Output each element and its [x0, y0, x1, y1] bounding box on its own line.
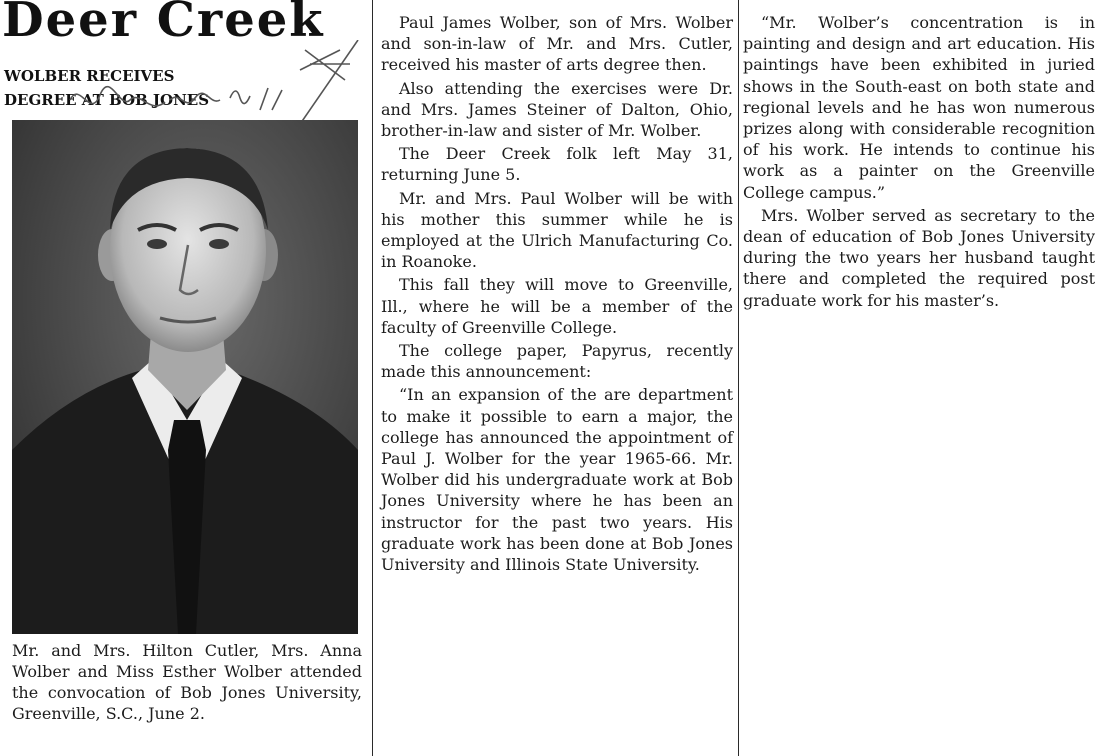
- middle-column: [372, 0, 738, 756]
- headline-line-1: WOLBER RECEIVES: [4, 67, 175, 85]
- paragraph: Mrs. Wolber served as secretary to the dean of education of Bob Jones University during the two years her husband taught there and completed the required post graduate work for his master’s.: [743, 205, 1095, 310]
- article-column-2: [381, 12, 733, 575]
- photo-caption: Mr. and Mrs. Hilton Cutler, Mrs. Anna Wolber and Miss Esther Wolber attended the convocation of Bob Jones University, Greenville, S.C., June 2.: [12, 641, 362, 723]
- paragraph: “In an expansion of the are department to make it possible to earn a major, the college has announced the appointment of Paul J. Wolber for the year 1965-66. Mr. Wolber did his undergraduate work at Bob Jones University where he has been an instructor for the past two years. His graduate work has been done at Bob Jones University and Illinois State University.: [381, 385, 733, 575]
- headline-line-2: DEGREE AT BOB JONES: [4, 91, 210, 109]
- left-column: [0, 0, 372, 756]
- portrait-image: [12, 120, 358, 634]
- paragraph: Mr. and Mrs. Paul Wolber will be with his mother this summer while he is employed at the Ulrich Manufacturing Co. in Roanoke.: [381, 188, 733, 272]
- masthead: Deer Creek: [2, 0, 325, 48]
- paragraph: “Mr. Wolber’s concentration is in painting and design and art education. His paintings have been exhibited in juried shows in the South-east on both state and regional levels and he has won numerous prizes along with considerable recognition of his work. He intends to continue his work as a painter on the Greenville College campus.”: [743, 13, 1095, 202]
- paragraph: Also attending the exercises were Dr. and Mrs. James Steiner of Dalton, Ohio, brother-in-law and sister of Mr. Wolber.: [381, 78, 733, 141]
- paragraph: The college paper, Papyrus, recently made this announcement:: [381, 341, 733, 382]
- right-column: [738, 0, 1100, 756]
- paragraph: Paul James Wolber, son of Mrs. Wolber and son-in-law of Mr. and Mrs. Cutler, received his master of arts degree then.: [381, 13, 733, 75]
- headline: [4, 64, 209, 112]
- portrait-photo: [12, 120, 358, 634]
- paragraph: The Deer Creek folk left May 31, returning June 5.: [381, 144, 733, 185]
- paragraph: This fall they will move to Greenville, Ill., where he will be a member of the faculty of Greenville College.: [381, 275, 733, 337]
- article-column-3: [743, 12, 1095, 311]
